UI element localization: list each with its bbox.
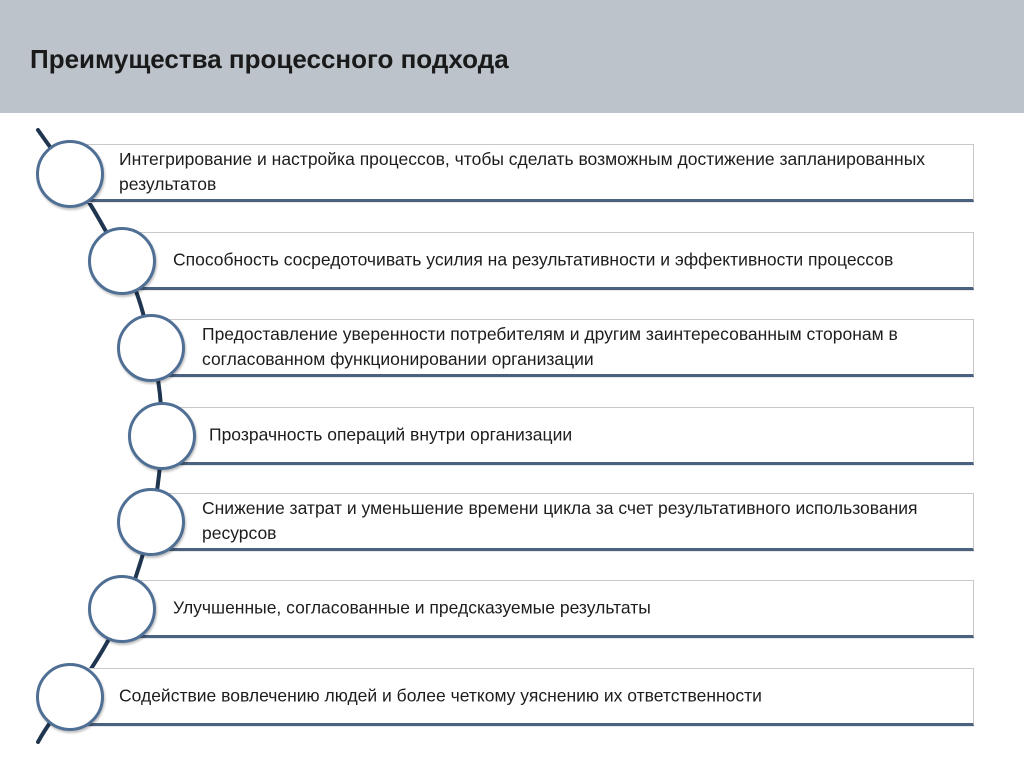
list-item-text: Содействие вовлечению людей и более четкому уяснению их ответственности: [119, 685, 762, 706]
timeline-circle-1: [36, 140, 104, 208]
timeline-circle-4: [128, 402, 196, 470]
page-title: Преимущества процессного подхода: [30, 44, 509, 74]
list-item-text: Снижение затрат и уменьшение времени цикла за счет результативного использования ресурсов: [202, 498, 918, 543]
list-item-text: Интегрирование и настройка процессов, чтобы сделать возможным достижение запланированных результатов: [119, 149, 926, 194]
timeline-circle-6: [88, 575, 156, 643]
list-item-1: [70, 144, 974, 202]
timeline-circle-3: [117, 314, 185, 382]
list-item-text: Предоставление уверенности потребителям и другим заинтересованным сторонам в согласованном функционировании организации: [202, 324, 898, 369]
list-item-text: Прозрачность операций внутри организации: [209, 424, 573, 445]
list-item-6: [122, 580, 974, 638]
timeline-circle-7: [36, 663, 104, 731]
list-item-4: [162, 407, 974, 465]
list-item-2: [122, 232, 974, 290]
list-item-7: [70, 668, 974, 726]
list-item-text: Способность сосредоточивать усилия на результативности и эффективности процессов: [173, 249, 894, 270]
list-item-text: Улучшенные, согласованные и предсказуемые результаты: [173, 597, 651, 618]
list-item-5: [151, 493, 974, 551]
timeline-circle-5: [117, 488, 185, 556]
timeline-circle-2: [88, 227, 156, 295]
list-item-3: [151, 319, 974, 377]
